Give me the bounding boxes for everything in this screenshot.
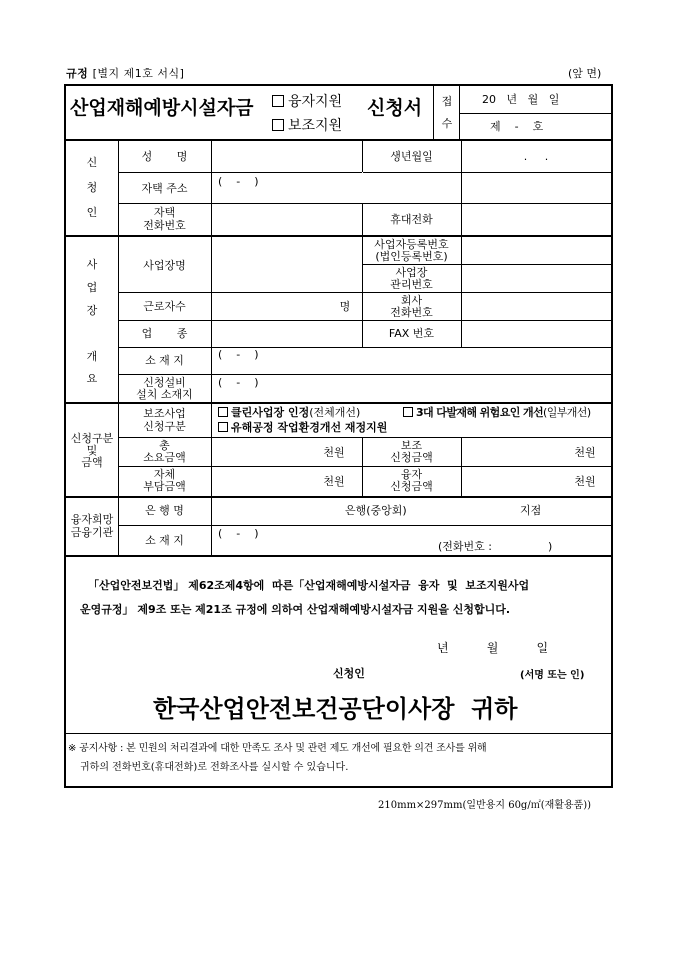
applicant-label-3: 인 [86,206,98,219]
birth-value[interactable]: . . [523,150,549,163]
home-address-label: 자택 주소 [141,182,188,195]
bank-section-label-2: 금융기관 [70,526,114,539]
rule-label: 규정 [66,67,89,80]
receipt-date: 20 년 월 일 [482,93,560,106]
signature-field[interactable]: (서명 또는 인) [520,670,585,681]
loan-label-1: 융자 [400,468,423,481]
loan-label-2: 신청금액 [390,480,433,493]
notice-line-2: 귀하의 전화번호(휴대전화)로 전화조사를 실시할 수 있습니다. [80,762,349,773]
subsidy-label-1: 보조 [400,439,423,452]
subsidy-label-2: 신청금액 [390,451,433,464]
total-label-2: 소요금액 [143,451,186,464]
workplace-label-1: 사 [86,258,98,271]
checkbox-harmful-process[interactable] [218,422,228,432]
applicant-sign-label: 신청인 [333,667,365,680]
bank-location-value[interactable]: ( - ) [218,527,259,540]
facility-label-1: 신청설비 [143,376,186,389]
bank-name-value[interactable]: 은행(중앙회) [345,504,407,517]
option-loan[interactable]: 융자지원 [272,94,342,110]
request-label-1: 신청구분 [70,432,114,445]
bank-name-label: 은 행 명 [145,504,184,517]
home-address-value[interactable]: ( - ) [218,175,259,188]
total-unit: 천원 [323,446,345,459]
receipt-label-1: 접 [441,95,453,108]
option-3major-hazard[interactable]: 3대 다발재해 위험요인 개선(일부개선) [403,407,591,419]
applicant-label-2: 청 [86,181,98,194]
workplace-label-5: 개 [86,350,98,363]
checkbox-clean-workplace[interactable] [218,407,228,417]
name-label: 성 명 [141,150,188,163]
total-label-1: 총 [159,439,170,452]
type-label-2: 신청구분 [143,420,186,433]
option-harmful-process[interactable]: 유해공정 작업환경개선 재정지원 [218,422,387,434]
form-header [66,65,184,81]
workplace-label-2: 업 [86,281,98,294]
declaration-line-1: 「산업안전보건법」 제62조제4항에 따른「산업재해예방시설자금 융자 및 보조지원사업 [88,579,530,592]
birth-label: 생년월일 [390,150,433,163]
mobile-label: 휴대전화 [390,213,433,226]
facility-label-2: 설치 소재지 [136,388,193,401]
home-phone-label-2: 전화번호 [143,219,186,232]
recipient-line: 한국산업안전보건공단이사장 귀하 [153,695,518,723]
self-label-2: 부담금액 [143,480,186,493]
paper-spec: 210mm×297mm(일반용지 60g/㎡(재활용품)) [378,800,592,811]
mgmt-label-2: 관리번호 [390,278,433,291]
checkbox-3major-hazard[interactable] [403,407,413,417]
checkbox-subsidy[interactable] [272,119,284,131]
company-phone-label-2: 전화번호 [390,306,433,319]
mgmt-label-1: 사업장 [395,266,428,279]
reg-label-2: (법인등록번호) [375,250,448,263]
workers-unit: 명 [339,300,351,313]
self-unit: 천원 [323,475,345,488]
form-title: 산업재해예방시설자금 [70,97,254,119]
option-clean-workplace[interactable]: 클린사업장 인정(전체개선) [218,407,360,419]
facility-value[interactable]: ( - ) [218,376,259,389]
subsidy-unit: 천원 [574,446,596,459]
company-phone-label-1: 회사 [400,294,423,307]
applicant-label-1: 신 [86,156,98,169]
reg-label-1: 사업자등록번호 [374,238,449,251]
checkbox-loan[interactable] [272,95,284,107]
home-phone-label-1: 자택 [153,206,176,219]
workplace-name-label: 사업장명 [143,259,186,272]
self-label-1: 자체 [153,468,176,481]
notice-line-1: ※ 공지사항 : 본 민원의 처리결과에 대한 만족도 조사 및 관련 제도 개선에 필요한 의견 조사를 위해 [68,743,487,754]
receipt-number: 제 - 호 [490,120,544,133]
fax-label: FAX 번호 [388,327,435,340]
bank-section-label-1: 융자희망 [70,513,114,526]
page-side: (앞 면) [568,67,602,80]
bank-phone-value[interactable]: (전화번호 : ) [438,540,553,553]
title-suffix: 신청서 [367,97,423,119]
branch-value[interactable]: 지점 [520,504,542,517]
location-value[interactable]: ( - ) [218,348,259,361]
form-number: [별지 제1호 서식] [92,67,185,80]
location-label: 소 재 지 [145,354,184,367]
workplace-label-6: 요 [86,372,98,385]
receipt-label-2: 수 [441,117,453,130]
industry-label: 업 종 [141,327,188,340]
request-label-2: 및 [86,444,98,457]
option-subsidy[interactable]: 보조지원 [272,118,342,134]
workplace-label-3: 장 [86,304,98,317]
loan-unit: 천원 [574,475,596,488]
workers-label: 근로자수 [143,300,186,313]
bank-location-label: 소 재 지 [145,534,184,547]
type-label-1: 보조사업 [143,407,186,420]
request-label-3: 금액 [81,456,103,469]
declaration-date[interactable]: 년 월 일 [437,641,549,655]
declaration-line-2: 운영규정」 제9조 또는 제21조 규정에 의하여 산업재해예방시설자금 지원을 신청합니다. [80,603,511,616]
